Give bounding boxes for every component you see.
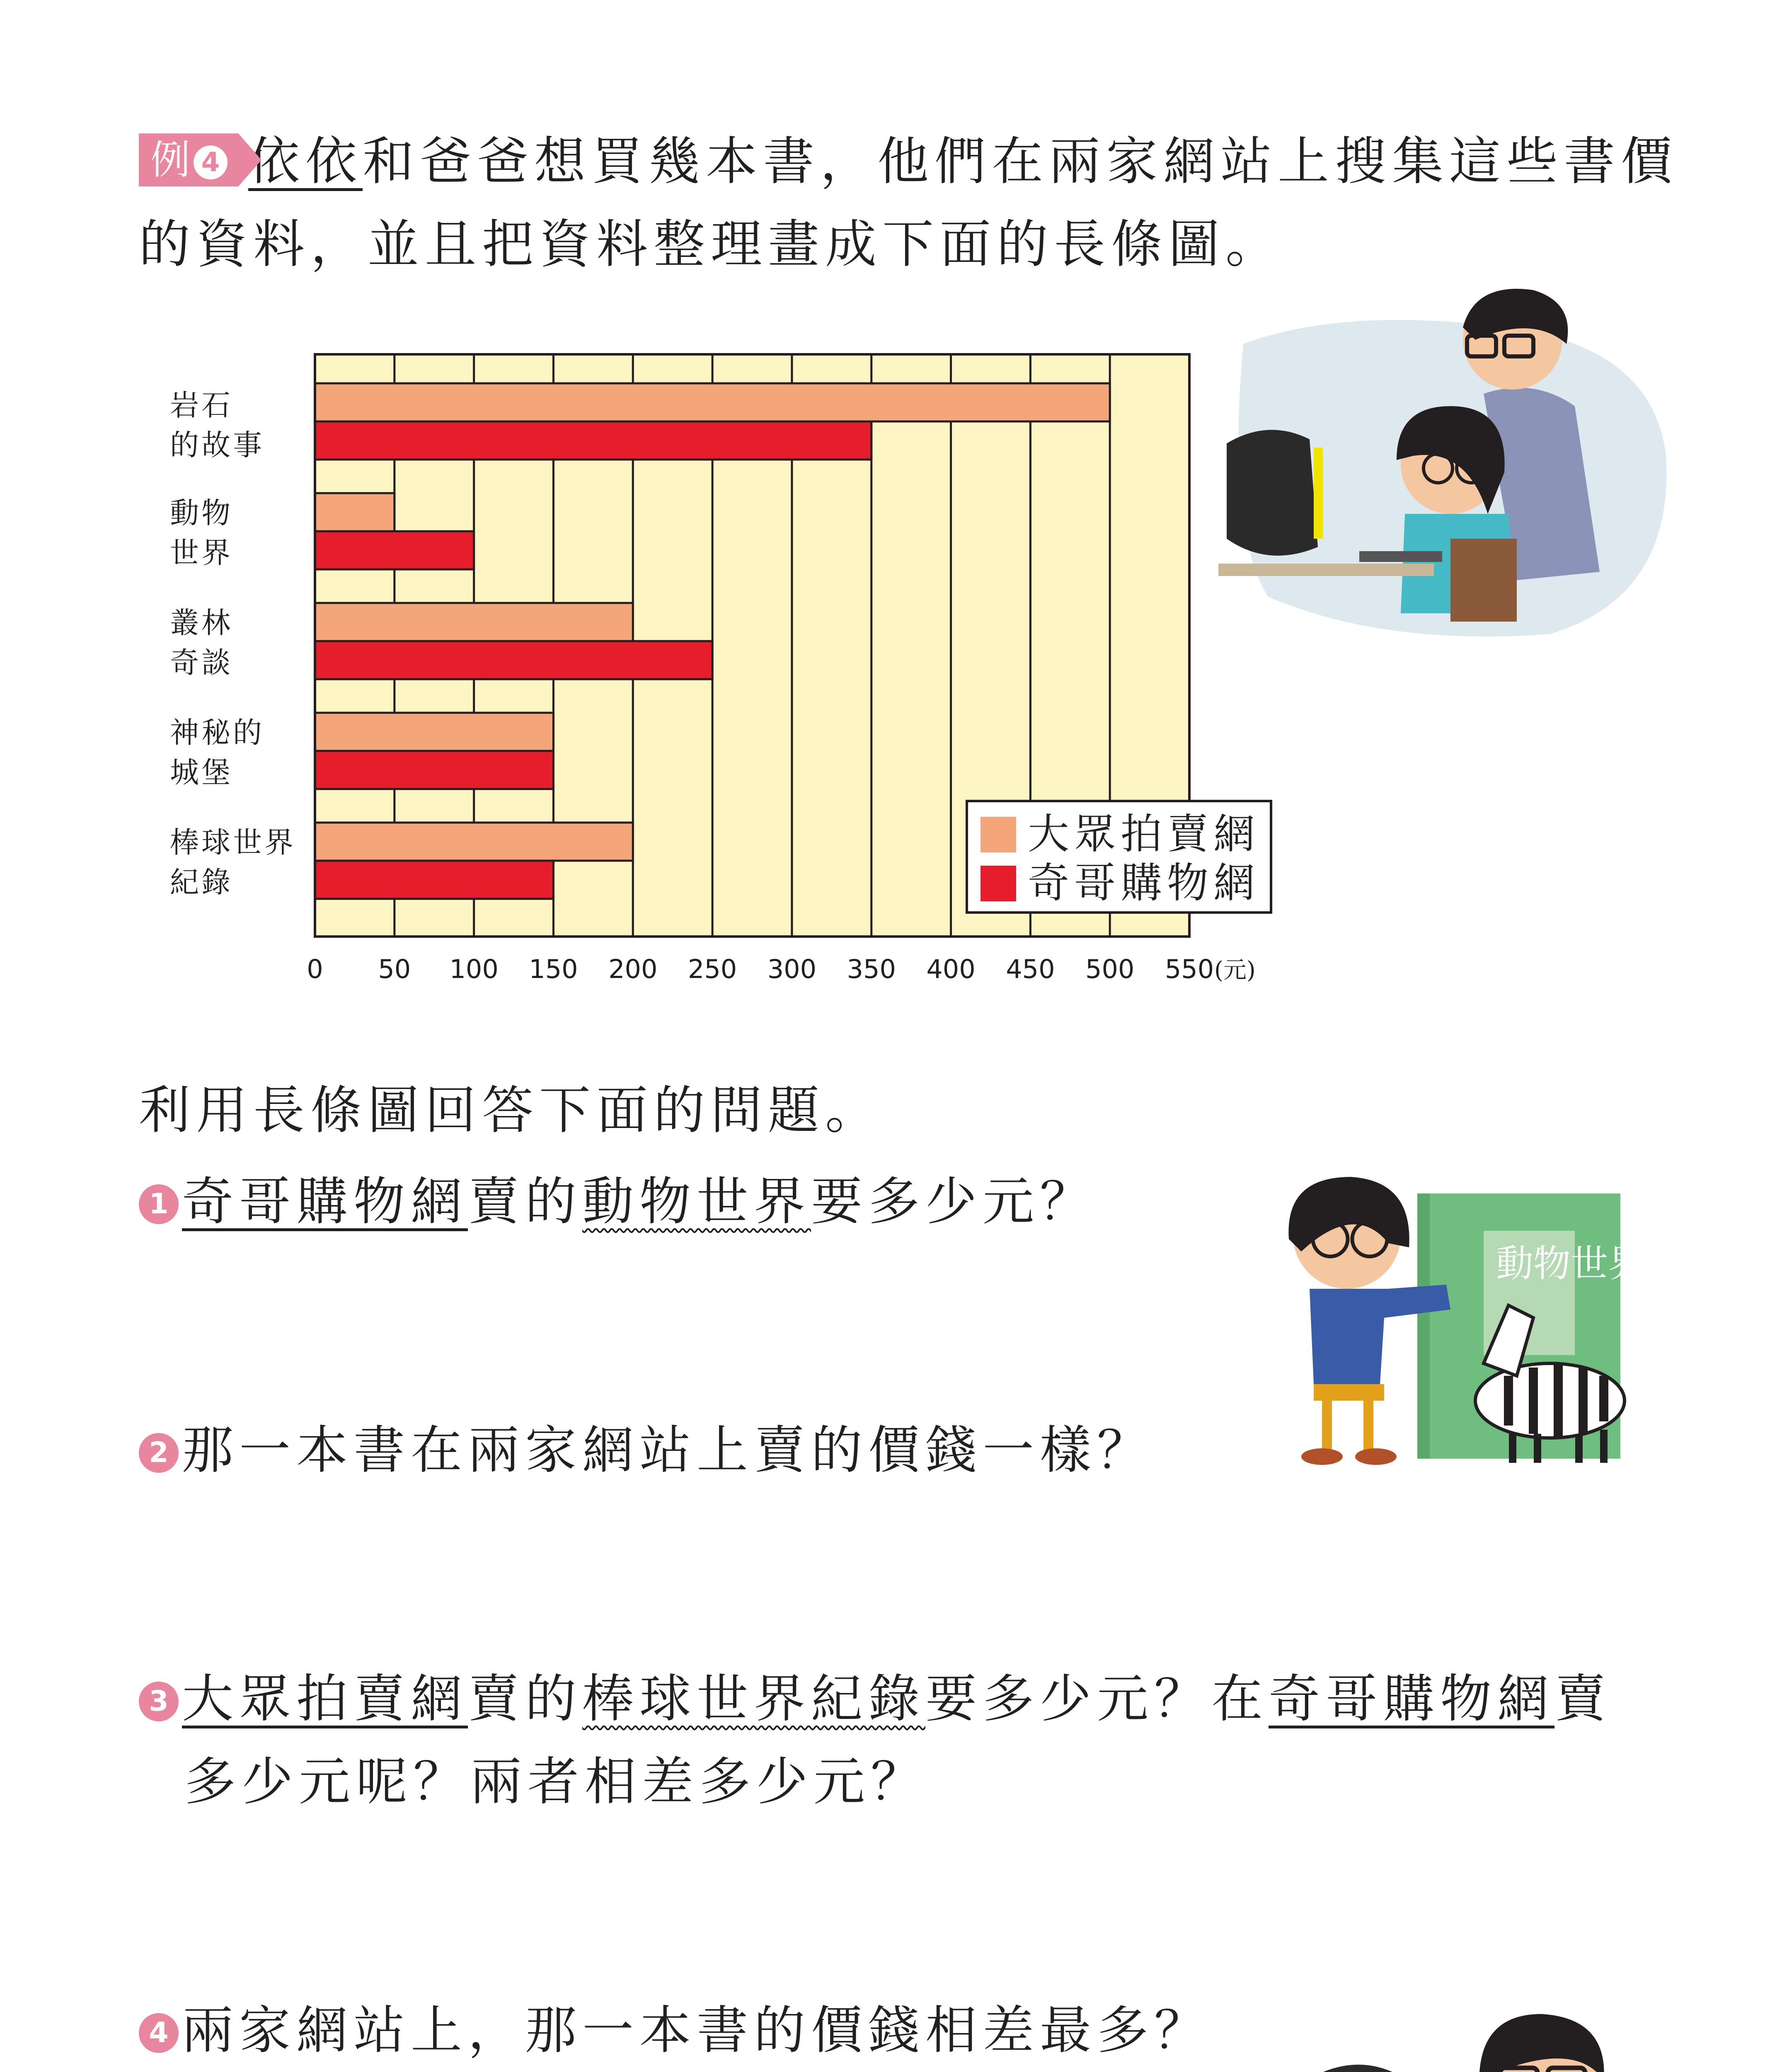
x-tick-label: 250 (688, 954, 737, 984)
monitor-icon (1314, 2065, 1401, 2072)
question-2: 2 那一本書在兩家網站上賣的價錢一樣？ (139, 1409, 1154, 1492)
bar-0-0 (315, 383, 1110, 421)
bar-2-0 (315, 603, 633, 641)
category-label-1: 動物 世界 (170, 496, 233, 570)
bar-4-0 (315, 823, 633, 861)
bar-3-0 (315, 713, 553, 751)
x-tick-label: 300 (767, 954, 817, 984)
bar-1-1 (315, 531, 474, 569)
x-tick-label: 450 (1006, 954, 1055, 984)
category-label-2: 叢林 奇談 (170, 606, 233, 680)
monitor-icon (1227, 430, 1318, 556)
x-unit-label: (元) (1214, 957, 1256, 984)
category-label-0: 岩石 的故事 (170, 388, 264, 462)
girl-with-book-illustration (1252, 1169, 1645, 1467)
computer-family-illustration (1218, 282, 1678, 646)
x-tick-label: 100 (449, 954, 499, 984)
book-title-1: 動物世界 (1496, 1242, 1645, 1285)
chart-legend (966, 800, 1272, 914)
x-tick-label: 0 (307, 954, 323, 984)
category-label-3: 神秘的 城堡 (170, 716, 264, 789)
bar-2-1 (315, 641, 712, 679)
question-3: 3 大眾拍賣網賣的棒球世界紀錄要多少元？在奇哥購物網賣 多少元呢？兩者相差多少元？ (139, 1658, 1705, 1823)
x-tick-label: 550 (1165, 954, 1214, 984)
legend-swatch-0 (981, 817, 1016, 852)
x-tick-labels (307, 954, 1255, 984)
legend-item-0: 大眾拍賣網 (981, 811, 1260, 857)
legend-item-1: 奇哥購物網 (981, 860, 1260, 906)
questions-intro: 利用長條圖回答下面的問題。 (139, 1081, 883, 1140)
x-tick-label: 200 (608, 954, 658, 984)
x-tick-label: 150 (529, 954, 578, 984)
bar-3-1 (315, 751, 553, 789)
x-tick-label: 500 (1085, 954, 1135, 984)
x-tick-label: 400 (926, 954, 976, 984)
bar-4-1 (315, 861, 553, 899)
x-tick-label: 50 (378, 954, 411, 984)
intro-name: 依依 (248, 132, 363, 191)
bar-1-0 (315, 493, 395, 531)
legend-swatch-1 (981, 866, 1016, 901)
intro-text: 和爸爸想買幾本書，他們在兩家網站上搜集這些書價的資料，並且把資料整理畫成下面的長條圖。 (139, 132, 1678, 274)
x-tick-label: 350 (847, 954, 896, 984)
bar-0-1 (315, 421, 872, 460)
question-4: 4 兩家網站上，那一本書的價錢相差最多？ (139, 1989, 1211, 2072)
question-1: 1 奇哥購物網賣的動物世界要多少元？ (139, 1160, 1097, 1243)
category-label-4: 棒球世界 紀錄 (170, 825, 296, 899)
boy-computer-illustration (1310, 1981, 1666, 2072)
example-badge: 例 4 (139, 133, 238, 186)
